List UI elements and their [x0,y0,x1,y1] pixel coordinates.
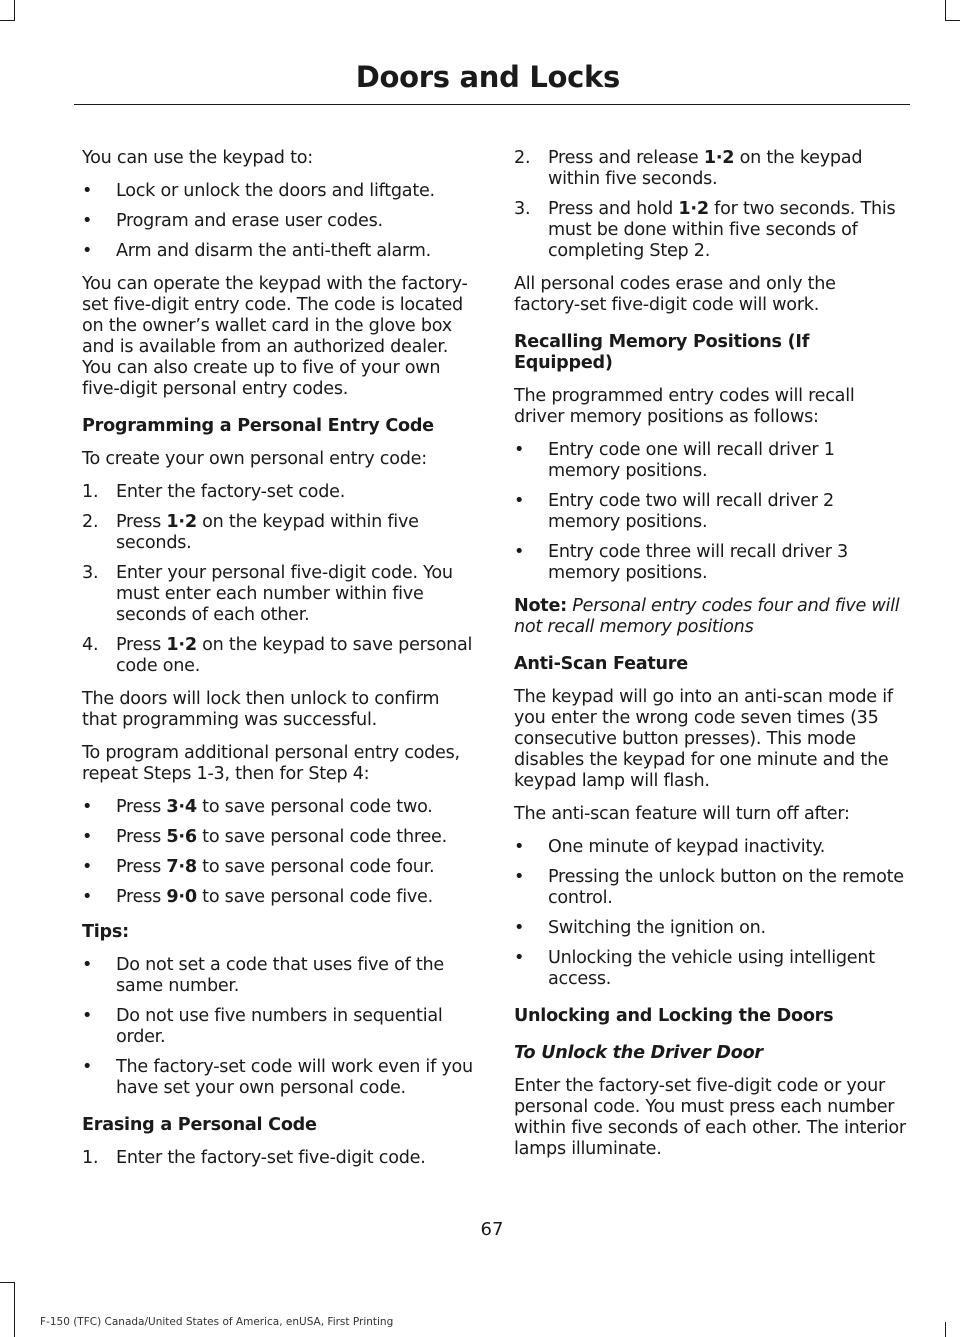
crop-mark [0,20,15,21]
paragraph: To program additional personal entry codes, repeat Steps 1-3, then for Step 4: [82,743,460,784]
numbered-list [514,148,906,262]
bullet-glyph: • [82,181,93,201]
list-item: • Do not use five numbers in sequential order. [82,1006,443,1047]
list-item: • Unlocking the vehicle using intelligent access. [514,948,875,989]
bullet-list [82,797,474,908]
bullet-glyph: • [82,241,93,261]
list-item: • One minute of keypad inactivity. [514,837,826,857]
list-item: 4. Press 1·2 on the keypad to save personal code one. [82,635,473,676]
list-item: 3. Press and hold 1·2 for two seconds. This must be done within five seconds of completing Step 2. [514,199,896,261]
note-text: Personal entry codes four and five will not recall memory positions [514,596,900,637]
crop-mark [945,20,960,21]
crop-mark [945,0,946,20]
tips-label: Tips: [82,922,129,942]
section-heading: Unlocking and Locking the Doors [514,1006,834,1026]
list-item: 1. Enter the factory-set code. [82,482,346,502]
bullet-list [82,181,474,262]
list-item: • Press 7·8 to save personal code four. [82,857,435,877]
paragraph: You can operate the keypad with the factory-set five-digit entry code. The code is located on the owner’s wallet card in the glove box and is available from an authorized dealer. You can also create up to five of your own five-digit personal entry codes. [82,274,468,399]
paragraph: Enter the factory-set five-digit code or your personal code. You must press each number within five seconds of each other. The interior lamps illuminate. [514,1076,906,1159]
page-number: 67 [480,1219,504,1240]
list-item: • Press 9·0 to save personal code five. [82,887,433,907]
bullet-list [514,440,906,584]
section-heading: Recalling Memory Positions (If Equipped) [514,332,810,373]
page-title: Doors and Locks [355,60,620,94]
list-item: • Press 3·4 to save personal code two. [82,797,433,817]
left-column [82,148,474,1181]
footer-text: F-150 (TFC) Canada/United States of America, enUSA, First Printing [40,1316,394,1328]
numbered-list [82,1148,474,1169]
bullet-glyph: • [82,211,93,231]
note-label: Note: [514,596,567,616]
list-item: • Pressing the unlock button on the remote control. [514,867,904,908]
section-heading: Erasing a Personal Code [82,1115,317,1135]
bullet-list [82,955,474,1099]
numbered-list [82,482,474,677]
section-heading: Anti-Scan Feature [514,654,688,674]
list-item: • Do not set a code that uses five of the same number. [82,955,444,996]
crop-mark [14,1283,15,1337]
paragraph: The keypad will go into an anti-scan mode if you enter the wrong code seven times (35 consecutive button presses). This mode disables the keypad for one minute and the keypad lamp will flash. [514,687,893,791]
section-heading: Programming a Personal Entry Code [82,416,434,436]
list-item: • Entry code two will recall driver 2 memory positions. [514,491,835,532]
crop-mark [945,1322,946,1337]
subsection-heading: To Unlock the Driver Door [514,1043,763,1063]
paragraph: You can use the keypad to: [82,148,313,168]
list-item: • Arm and disarm the anti-theft alarm. [82,241,431,261]
list-item: • Entry code one will recall driver 1 memory positions. [514,440,835,481]
note [514,596,906,638]
paragraph: The anti-scan feature will turn off after: [514,804,850,824]
list-item: • The factory-set code will work even if you have set your own personal code. [82,1057,473,1098]
list-item: • Press 5·6 to save personal code three. [82,827,447,847]
header-divider [74,104,910,105]
crop-mark [14,0,15,20]
crop-mark [0,1282,15,1283]
list-item: 1. Enter the factory-set five-digit code. [82,1148,426,1168]
list-item: • Lock or unlock the doors and liftgate. [82,181,435,201]
list-item: • Switching the ignition on. [514,918,766,938]
list-item: 2. Press 1·2 on the keypad within five seconds. [82,512,419,553]
paragraph: To create your own personal entry code: [82,449,427,469]
paragraph: The doors will lock then unlock to confirm that programming was successful. [82,689,440,730]
list-item: • Entry code three will recall driver 3 memory positions. [514,542,848,583]
list-item: • Program and erase user codes. [82,211,383,231]
right-column [514,148,906,1172]
list-item: 2. Press and release 1·2 on the keypad within five seconds. [514,148,863,189]
paragraph: All personal codes erase and only the factory-set five-digit code will work. [514,274,836,315]
paragraph: The programmed entry codes will recall driver memory positions as follows: [514,386,855,427]
bullet-list [514,837,906,990]
list-item: 3. Enter your personal five-digit code. You must enter each number within five seconds of each other. [82,563,453,625]
